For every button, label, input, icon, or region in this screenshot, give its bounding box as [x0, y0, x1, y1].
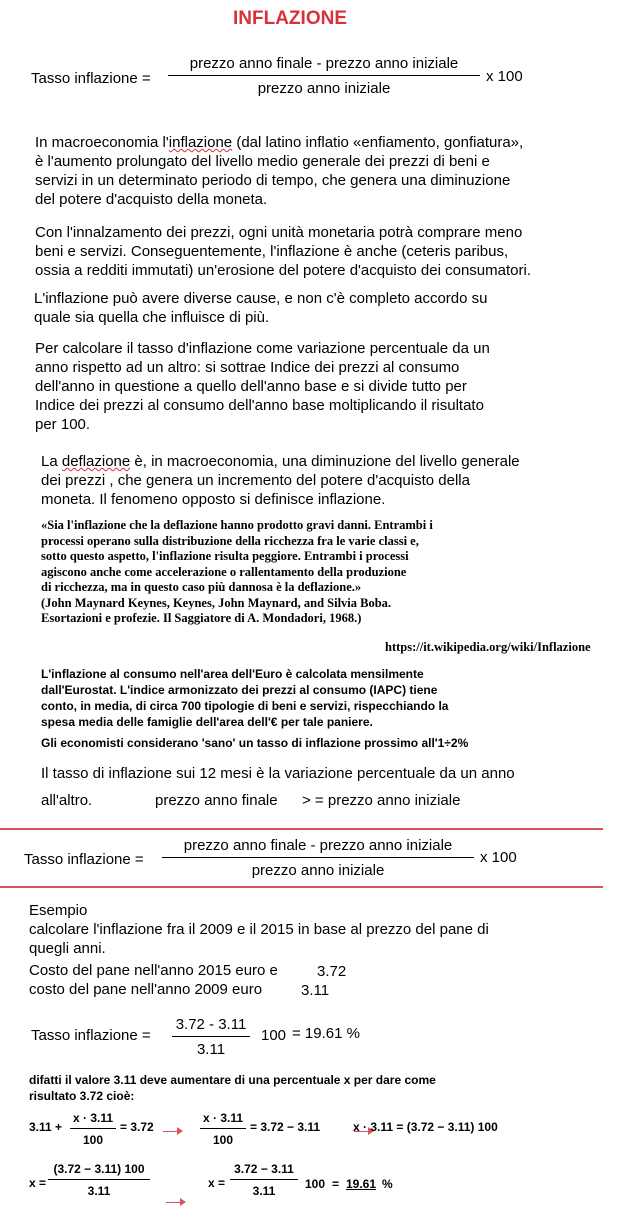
paragraph-line: Con l'innalzamento dei prezzi, ogni unità monetaria potrà comprare meno — [35, 224, 523, 241]
formula-fraction — [168, 55, 480, 97]
paragraph-line: spesa media delle famiglie dell'area dell'€ per tale paniere. — [41, 715, 373, 729]
eq-term: x = — [208, 1176, 226, 1190]
eq-fraction: 3.72 − 3.11 3.11 — [230, 1162, 298, 1198]
inflazione-link[interactable]: inflazione — [168, 134, 233, 151]
eq-term: 3.11 + — [29, 1120, 63, 1134]
paragraph-line: Per calcolare il tasso d'inflazione come variazione percentuale da un — [35, 340, 490, 357]
intro-paragraph — [35, 133, 523, 209]
paragraph-line: dell'anno in questione a quello dell'anno base e si divide tutto per — [35, 378, 467, 395]
paragraph-line: quale sia quella che influisce di più. — [34, 309, 270, 326]
quote-line: agiscono anche come accelerazione o rallentamento della produzione — [41, 564, 407, 579]
explanation — [29, 1072, 436, 1104]
eq-term: 100 — [305, 1177, 326, 1191]
paragraph-line: del potere d'acquisto della moneta. — [35, 191, 268, 208]
eq-term: % — [382, 1177, 393, 1191]
paragraph-line: beni e servizi. Conseguentemente, l'inflazione è anche (ceteris paribus, — [35, 243, 509, 260]
eq-result: 19.61 — [346, 1177, 377, 1191]
paragraph-line: moneta. Il fenomeno opposto si definisce inflazione. — [41, 491, 386, 508]
deflazione-link[interactable]: deflazione — [61, 453, 131, 470]
economists-note: Gli economisti considerano 'sano' un tasso di inflazione prossimo all'1÷2% — [41, 736, 469, 750]
formula-lhs: Tasso inflazione = — [31, 70, 151, 87]
paragraph-line: In macroeconomia l'inflazione (dal latino inflatio «enfiamento, gonfiatura», — [35, 134, 524, 151]
paragraph-line: dei prezzi , che genera un incremento del potere d'acquisto della — [41, 472, 470, 489]
deflation-paragraph — [41, 452, 520, 509]
paragraph-line: conto, in media, di circa 700 tipologie di beni e servizi, rispecchiando la — [41, 699, 449, 713]
eq-term: x · 3.11 = (3.72 − 3.11) 100 — [353, 1120, 498, 1134]
explanation-line: risultato 3.72 cioè: — [29, 1089, 135, 1103]
paragraph-line: Indice dei prezzi al consumo dell'anno base moltiplicando il risultato — [35, 397, 484, 414]
eq-term: = 3.72 — [120, 1120, 154, 1134]
example-heading: Esempio — [29, 902, 88, 919]
quote-line: sotto questo aspetto, l'inflazione risulta peggiore. Entrambi i processi — [41, 549, 409, 563]
quote-line: (John Maynard Keynes, Keynes, John Maynard, and Silvia Boba. — [41, 595, 392, 610]
calculation-paragraph — [35, 339, 490, 434]
arrow-icon — [163, 1127, 185, 1135]
formula-rhs: x 100 — [486, 68, 523, 85]
page-title: INFLAZIONE — [233, 8, 347, 29]
causes-paragraph — [34, 289, 488, 327]
eq-fraction: x · 3.11 100 — [200, 1111, 246, 1147]
formula-denominator: prezzo anno iniziale — [257, 80, 391, 97]
example-line: calcolare l'inflazione fra il 2009 e il 2015 in base al prezzo del pane di — [29, 921, 489, 938]
divider-top — [0, 828, 603, 830]
purchasing-power-paragraph — [35, 223, 531, 280]
formula-rhs: x 100 — [480, 849, 517, 866]
keynes-quote — [41, 518, 433, 627]
example-line: quegli anni. — [29, 940, 106, 957]
paragraph-line: servizi in un determinato periodo di tempo, che genera una diminuzione — [35, 172, 511, 189]
paragraph-line: per 100. — [35, 416, 91, 433]
paragraph-line: L'inflazione può avere diverse cause, e non c'è completo accordo su — [34, 290, 488, 307]
formula-result: = 19.61 % — [292, 1025, 360, 1042]
annual-rate-condition-a: prezzo anno finale — [155, 792, 278, 809]
paragraph-line: L'inflazione al consumo nell'area dell'Euro è calcolata mensilmente — [41, 667, 424, 681]
eq-fraction: (3.72 − 3.11) 100 3.11 — [48, 1162, 150, 1198]
quote-line: Esortazioni e profezie. Il Saggiatore di A. Mondadori, 1968.) — [41, 611, 362, 625]
formula-numerator: prezzo anno finale - prezzo anno iniziale — [189, 55, 459, 72]
arrow-icon — [166, 1198, 188, 1206]
formula-fraction — [172, 1016, 250, 1058]
formula-denominator: 3.11 — [196, 1041, 226, 1058]
quote-line: di ricchezza, ma in questo caso più dannosa è la deflazione.» — [41, 580, 362, 594]
formula-denominator: prezzo anno iniziale — [251, 862, 385, 879]
eq-term: x = — [29, 1176, 47, 1190]
paragraph-line: è l'aumento prolungato del livello medio generale dei prezzi di beni e — [35, 153, 490, 170]
annual-rate-line-2: all'altro. — [41, 792, 93, 809]
paragraph-line: La deflazione è, in macroeconomia, una diminuzione del livello generale — [41, 453, 520, 470]
cost-2015-value: 3.72 — [317, 963, 347, 980]
example-block — [29, 901, 489, 958]
cost-2009-label: costo del pane nell'anno 2009 euro — [29, 981, 263, 998]
eq-term: = — [332, 1177, 340, 1191]
paragraph-line: ossia a redditi immutati) un'erosione del potere d'acquisto dei consumatori. — [35, 262, 531, 279]
formula-fraction — [162, 837, 474, 879]
cost-2015-label: Costo del pane nell'anno 2015 euro e — [29, 962, 278, 979]
paragraph-line: anno rispetto ad un altro: si sottrae Indice dei prezzi al consumo — [35, 359, 460, 376]
annual-rate-condition-b: > = prezzo anno iniziale — [302, 792, 461, 809]
formula-multiplier: 100 — [261, 1027, 287, 1044]
formula-numerator: 3.72 - 3.11 — [175, 1016, 247, 1033]
paragraph-line: dall'Eurostat. L'indice armonizzato dei prezzi al consumo (IAPC) tiene — [41, 683, 438, 697]
eq-fraction: x · 3.11 100 — [70, 1111, 116, 1147]
quote-line: processi operano sulla distribuzione della ricchezza fra le varie classi e, — [41, 533, 419, 548]
source-link[interactable]: https://it.wikipedia.org/wiki/Inflazione — [385, 640, 591, 654]
eq-term: = 3.72 − 3.11 — [250, 1120, 321, 1134]
explanation-line: difatti il valore 3.11 deve aumentare di una percentuale x per dare come — [29, 1073, 436, 1087]
formula-lhs: Tasso inflazione = — [31, 1027, 151, 1044]
formula-lhs: Tasso inflazione = — [24, 851, 144, 868]
formula-numerator: prezzo anno finale - prezzo anno iniziale — [183, 837, 453, 854]
divider-bottom — [0, 886, 603, 888]
cost-2009-value: 3.11 — [301, 982, 330, 999]
quote-line: «Sia l'inflazione che la deflazione hanno prodotto gravi danni. Entrambi i — [41, 518, 433, 532]
eurostat-paragraph — [41, 666, 448, 730]
annual-rate-line: Il tasso di inflazione sui 12 mesi è la variazione percentuale da un anno — [41, 765, 515, 782]
